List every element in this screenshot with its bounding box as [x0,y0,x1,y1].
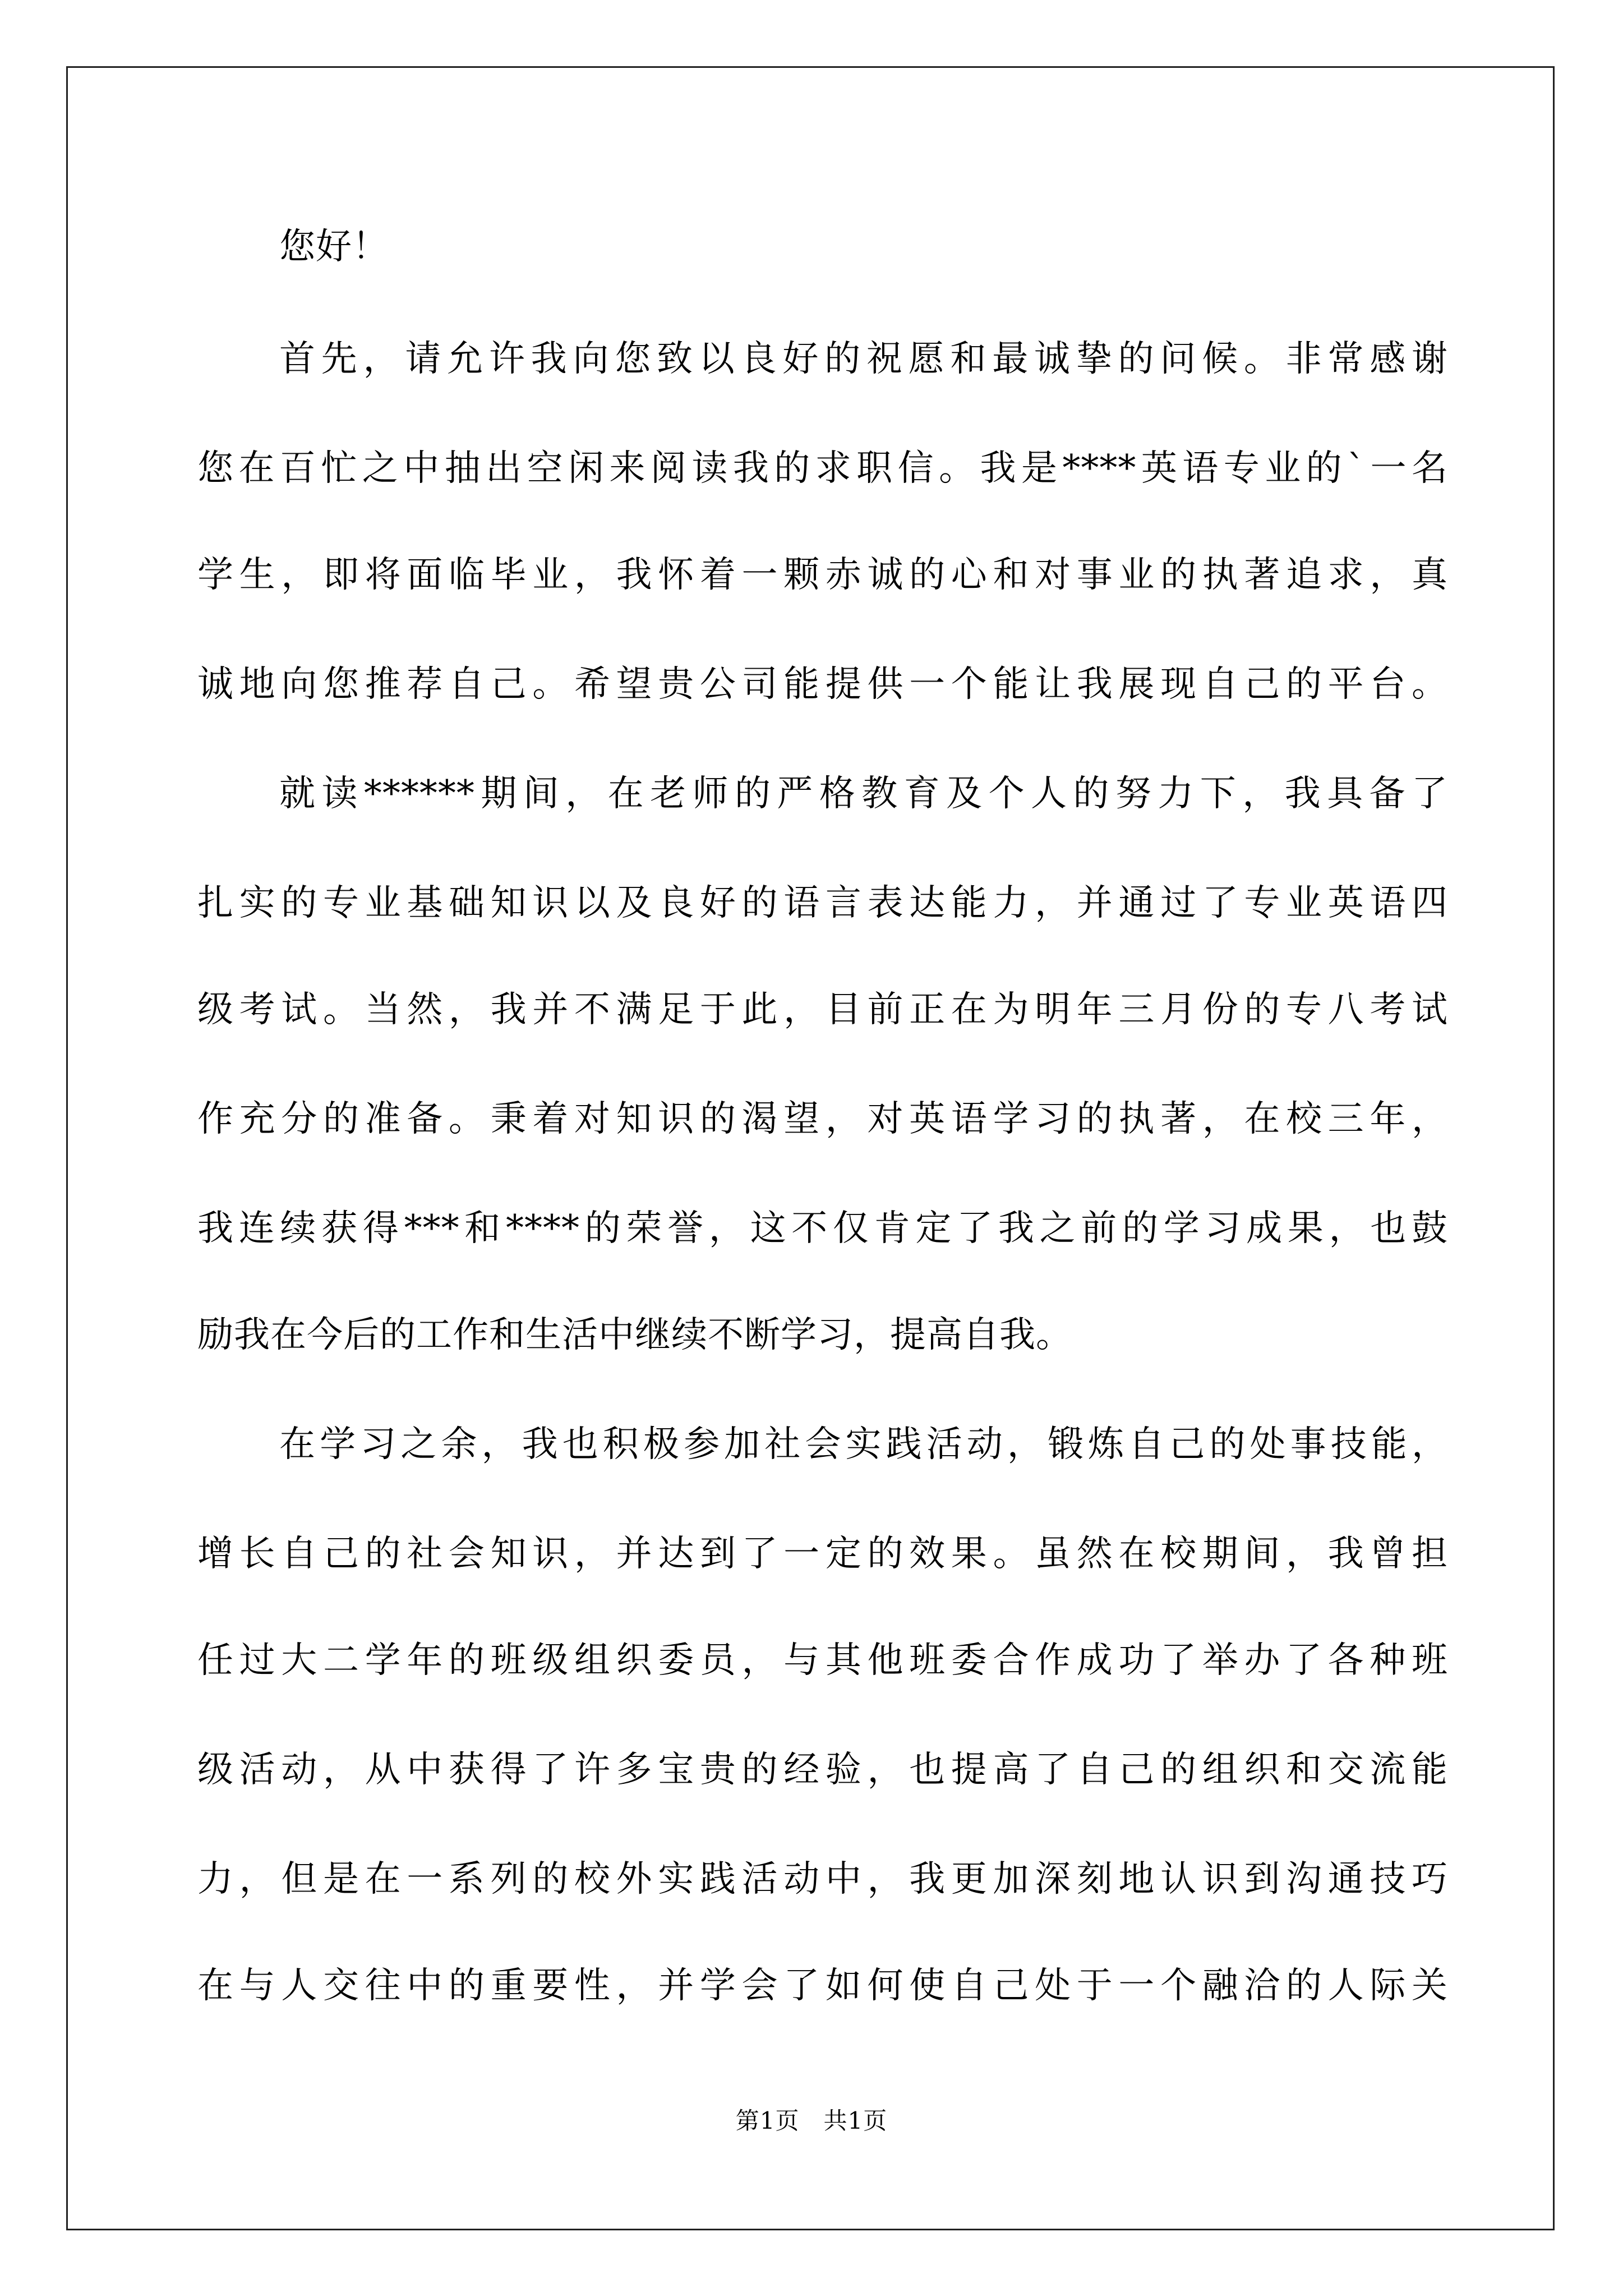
paragraph-1-line-4: 诚地向您推荐自己。希望贵公司能提供一个能让我展现自己的平台。 [197,664,1448,705]
paragraph-2-line-6: 励我在今后的工作和生活中继续不断学习，提高自我。 [197,1314,1072,1356]
paragraph-3-line-3: 任过大二学年的班级组织委员，与其他班委合作成功了举办了各种班 [197,1640,1448,1681]
paragraph-2-line-3: 级考试。当然，我并不满足于此，目前正在为明年三月份的专八考试 [197,989,1448,1030]
paragraph-2-line-2: 扎实的专业基础知识以及良好的语言表达能力，并通过了专业英语四 [197,882,1448,924]
paragraph-2-line-5: 我连续获得***和****的荣誉，这不仅肯定了我之前的学习成果，也鼓 [197,1208,1448,1249]
paragraph-3-line-2: 增长自己的社会知识，并达到了一定的效果。虽然在校期间，我曾担 [197,1533,1448,1575]
paragraph-1-line-1: 首先，请允许我向您致以良好的祝愿和最诚挚的问候。非常感谢 [279,338,1448,380]
paragraph-2-line-4: 作充分的准备。秉着对知识的渴望，对英语学习的执著，在校三年， [197,1098,1448,1140]
page-border [66,66,1555,2230]
paragraph-1-line-3: 学生，即将面临毕业，我怀着一颗赤诚的心和对事业的执著追求，真 [197,554,1448,596]
paragraph-3-line-1: 在学习之余，我也积极参加社会实践活动，锻炼自己的处事技能， [279,1424,1448,1465]
paragraph-3-line-4: 级活动，从中获得了许多宝贵的经验，也提高了自己的组织和交流能 [197,1749,1448,1791]
greeting: 您好！ [279,226,389,268]
paragraph-2-line-1: 就读******期间，在老师的严格教育及个人的努力下，我具备了 [279,773,1448,815]
paragraph-3-line-5: 力，但是在一系列的校外实践活动中，我更加深刻地认识到沟通技巧 [197,1858,1448,1900]
paragraph-3-line-6: 在与人交往中的重要性，并学会了如何使自己处于一个融洽的人际关 [197,1965,1448,2007]
paragraph-1-line-2: 您在百忙之中抽出空闲来阅读我的求职信。我是****英语专业的`一名 [197,448,1448,489]
page-footer: 第1页 共1页 [735,2107,888,2134]
